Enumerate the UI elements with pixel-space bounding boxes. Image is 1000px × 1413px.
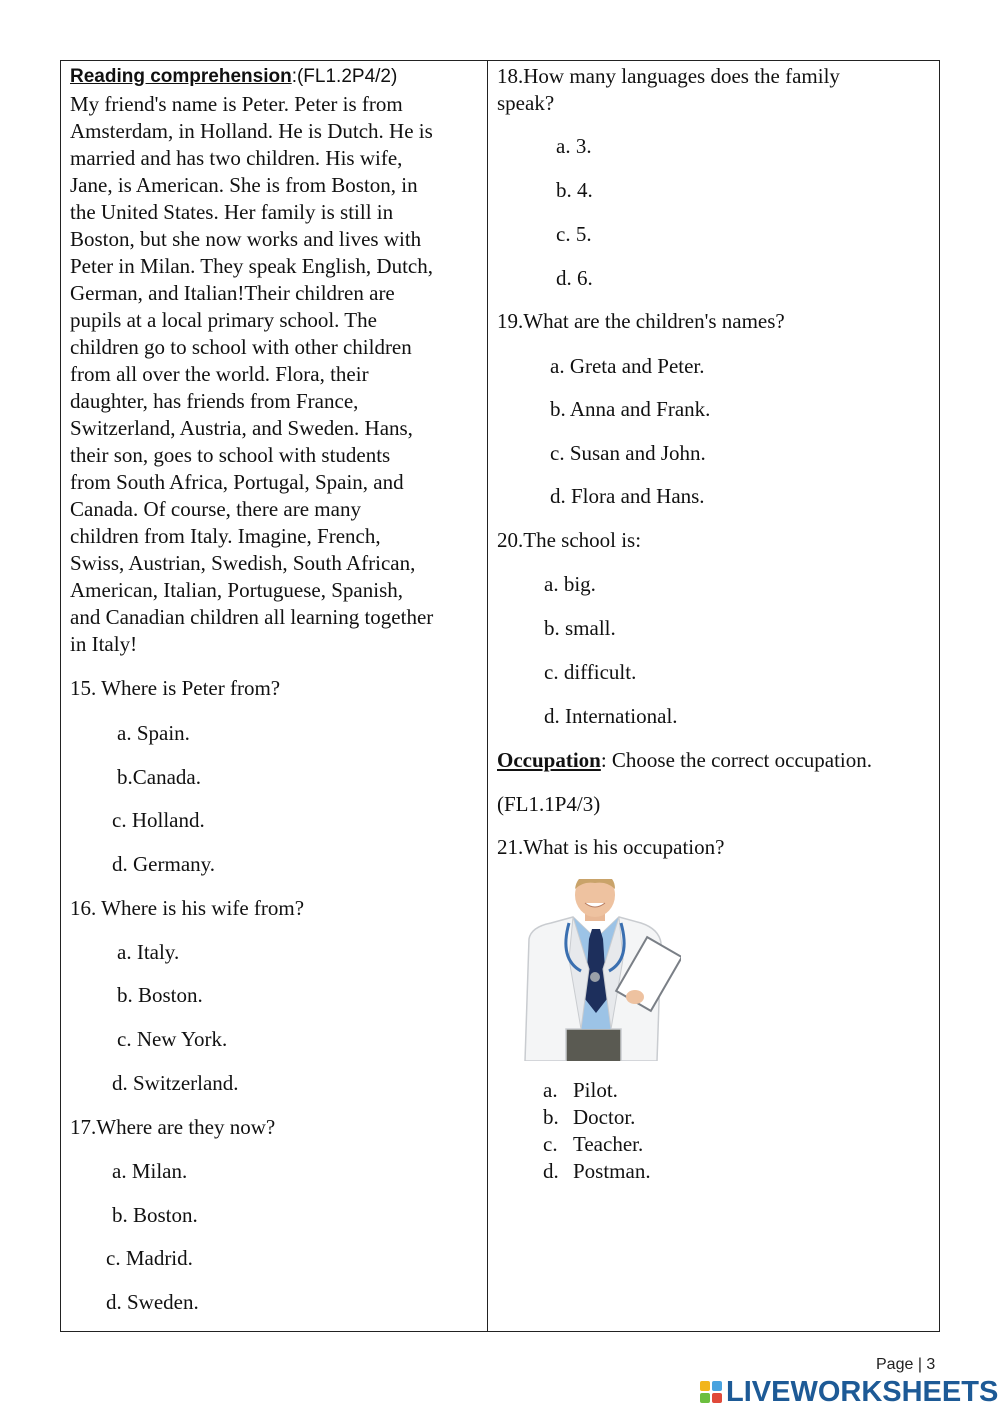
passage-line: Jane, is American. She is from Boston, in: [70, 173, 418, 197]
q15-option-b[interactable]: b.Canada.: [117, 765, 201, 789]
brand-text: LIVEWORKSHEETS: [726, 1375, 999, 1408]
q16-option-a[interactable]: a. Italy.: [117, 940, 180, 964]
worksheet-table: [60, 60, 940, 1332]
passage-line: pupils at a local primary school. The: [70, 308, 377, 332]
passage-line: married and has two children. His wife,: [70, 146, 403, 170]
passage-line: from South Africa, Portugal, Spain, and: [70, 470, 404, 494]
q18-option-b[interactable]: b. 4.: [556, 178, 593, 202]
q19-option-a[interactable]: a. Greta and Peter.: [550, 354, 705, 378]
q19-option-b[interactable]: b. Anna and Frank.: [550, 397, 711, 421]
passage-line: Canada. Of course, there are many: [70, 497, 361, 521]
question-20: 20.The school is:: [497, 528, 642, 552]
passage-line: children from Italy. Imagine, French,: [70, 524, 381, 548]
occupation-label: Occupation: [497, 748, 601, 772]
q21-option-c-letter: c.: [543, 1132, 558, 1156]
passage-line: Amsterdam, in Holland. He is Dutch. He is: [70, 119, 433, 143]
q18-option-c[interactable]: c. 5.: [556, 222, 592, 246]
page-number: Page | 3: [876, 1356, 936, 1373]
question-19: 19.What are the children's names?: [497, 309, 785, 333]
q18-option-d[interactable]: d. 6.: [556, 266, 593, 290]
reading-heading-label: Reading comprehension: [70, 66, 292, 87]
reading-heading-code: :(FL1.2P4/2): [291, 66, 398, 87]
question-16: 16. Where is his wife from?: [70, 896, 305, 920]
q15-option-a[interactable]: a. Spain.: [117, 721, 190, 745]
doctor-image: [511, 879, 681, 1061]
doctor-illustration: [511, 879, 681, 1061]
passage-line: the United States. Her family is still in: [70, 200, 394, 224]
logo-grid-icon: [700, 1381, 722, 1403]
q15-option-d[interactable]: d. Germany.: [112, 852, 216, 876]
q21-option-c-text: Teacher.: [573, 1132, 644, 1156]
passage-line: Boston, but she now works and lives with: [70, 227, 422, 251]
occupation-code: (FL1.1P4/3): [497, 792, 601, 816]
doctor-head: [575, 879, 615, 917]
reading-passage: [70, 91, 482, 658]
q21-option-a-letter: a.: [543, 1078, 558, 1102]
passage-line: German, and Italian!Their children are: [70, 281, 395, 305]
q17-option-d[interactable]: d. Sweden.: [106, 1290, 199, 1314]
q21-option-b-text: Doctor.: [573, 1105, 636, 1129]
passage-line: from all over the world. Flora, their: [70, 362, 369, 386]
passage-line: in Italy!: [70, 632, 138, 656]
q21-option-b[interactable]: [543, 1104, 636, 1131]
q20-option-d[interactable]: d. International.: [544, 704, 678, 728]
question-18-line1: 18.How many languages does the family: [497, 64, 840, 88]
liveworksheets-logo: [700, 1376, 998, 1408]
occupation-heading: [497, 747, 872, 774]
q19-option-d[interactable]: d. Flora and Hans.: [550, 484, 705, 508]
q15-option-c[interactable]: c. Holland.: [112, 808, 205, 832]
q21-option-d[interactable]: [543, 1158, 651, 1185]
passage-line: American, Italian, Portuguese, Spanish,: [70, 578, 404, 602]
q21-option-a[interactable]: [543, 1077, 618, 1104]
q21-option-b-letter: b.: [543, 1105, 559, 1129]
q17-option-b[interactable]: b. Boston.: [112, 1203, 198, 1227]
q16-option-c[interactable]: c. New York.: [117, 1027, 228, 1051]
q21-option-a-text: Pilot.: [573, 1078, 618, 1102]
q17-option-a[interactable]: a. Milan.: [112, 1159, 188, 1183]
question-15: 15. Where is Peter from?: [70, 676, 281, 700]
column-divider: [487, 61, 488, 1331]
q20-option-a[interactable]: a. big.: [544, 572, 596, 596]
q21-option-d-letter: d.: [543, 1159, 559, 1183]
question-18-line2: speak?: [497, 91, 555, 115]
occupation-instruction: : Choose the correct occupation.: [600, 748, 872, 772]
q20-option-b[interactable]: b. small.: [544, 616, 616, 640]
q16-option-b[interactable]: b. Boston.: [117, 983, 203, 1007]
passage-line: daughter, has friends from France,: [70, 389, 359, 413]
passage-line: children go to school with other children: [70, 335, 412, 359]
passage-line: Switzerland, Austria, and Sweden. Hans,: [70, 416, 413, 440]
passage-line: Peter in Milan. They speak English, Dutch,: [70, 254, 433, 278]
passage-line: their son, goes to school with students: [70, 443, 391, 467]
question-17: 17.Where are they now?: [70, 1115, 276, 1139]
q21-option-d-text: Postman.: [573, 1159, 651, 1183]
q19-option-c[interactable]: c. Susan and John.: [550, 441, 706, 465]
passage-line: My friend's name is Peter. Peter is from: [70, 92, 403, 116]
q18-option-a[interactable]: a. 3.: [556, 134, 592, 158]
passage-line: Swiss, Austrian, Swedish, South African,: [70, 551, 416, 575]
q21-option-c[interactable]: [543, 1131, 644, 1158]
question-21: 21.What is his occupation?: [497, 835, 725, 859]
q20-option-c[interactable]: c. difficult.: [544, 660, 637, 684]
q17-option-c[interactable]: c. Madrid.: [106, 1246, 193, 1270]
q16-option-d[interactable]: d. Switzerland.: [112, 1071, 239, 1095]
passage-line: and Canadian children all learning together: [70, 605, 434, 629]
reading-heading: [70, 63, 397, 90]
